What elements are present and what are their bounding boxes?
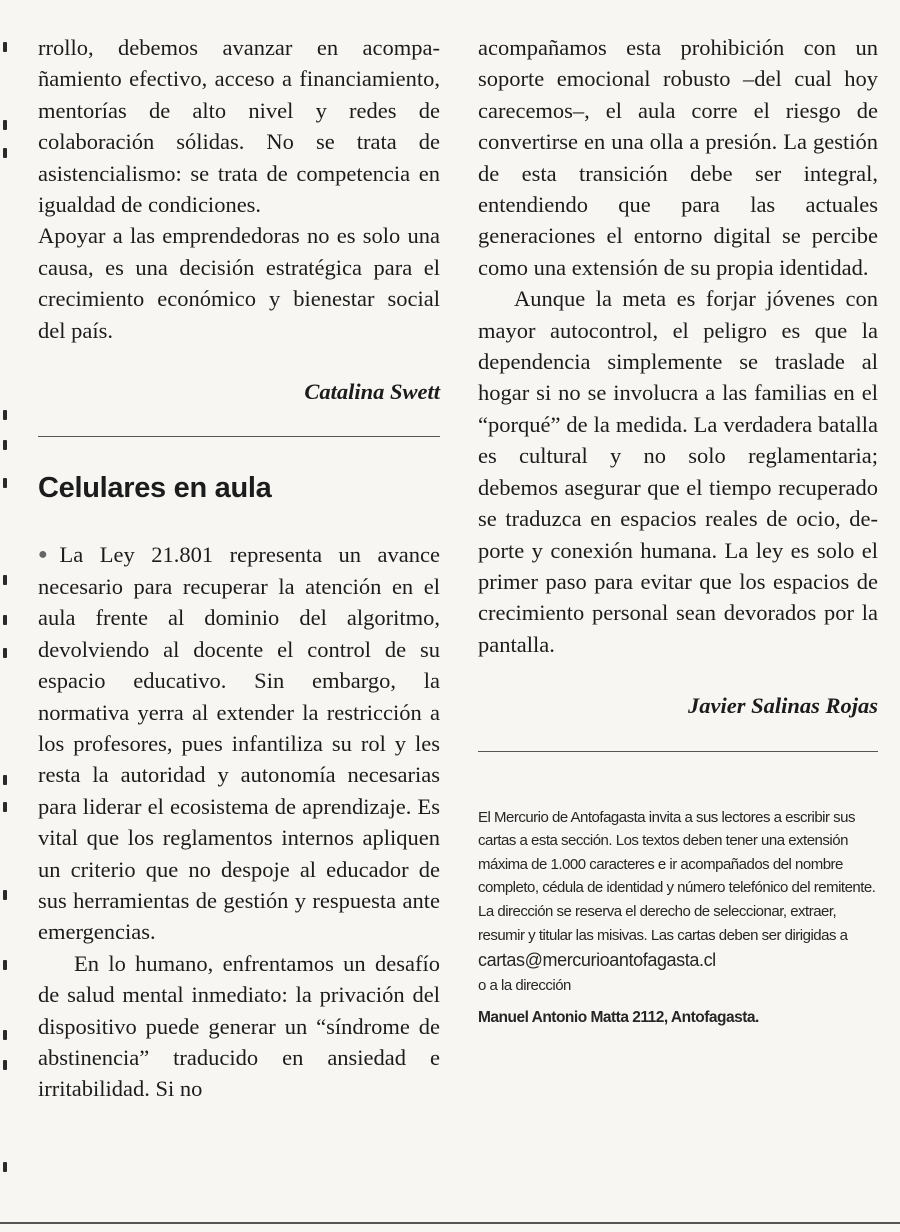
- submission-notice: [478, 806, 878, 1030]
- letter-divider: [38, 436, 440, 437]
- left-column: [38, 32, 440, 1105]
- letter2-author: Javier Salinas Rojas: [687, 693, 878, 719]
- letter1-author: Catalina Swett: [304, 379, 440, 405]
- notice-email: cartas@mercurioantofagasta.cl: [478, 950, 716, 971]
- letter2-heading: Celulares en aula: [38, 472, 272, 505]
- letter2-paragraph: [38, 539, 440, 947]
- page-bottom-rule: [0, 1222, 900, 1224]
- right-column: [478, 32, 878, 1029]
- letter1-paragraph: rrollo, debemos avanzar en acompañamiento efectivo, acceso a financiamiento, mentorías de alto nivel y redes de colaboración sólidas. No se trata de asistencialismo: se trata de competencia en igualdad de condiciones.: [38, 35, 440, 218]
- bullet-icon: ●: [38, 546, 59, 564]
- notice-address-intro: o a la dirección: [478, 977, 571, 995]
- notice-divider: [478, 751, 878, 752]
- letter2-paragraph-text: La Ley 21.801 representa un avance necesario para recuperar la atención en el aula frente al dominio del algoritmo, devolviendo al docente el control de su espacio educativo. Sin embargo, la normativa yerra al extender la restricción a los profesores, pues infantiliza su rol y les resta la autoridad y autonomía necesarias para liderar el ecosistema de aprendizaje. Es vital que los reglamentos internos apliquen un criterio que no despoje al educador de sus herramientas de gestión y respuesta ante emergencias.: [38, 542, 440, 945]
- letter2-continuation-paragraph: acompañamos esta prohibición con un soporte emocional robusto –del cual hoy carecemos–, el aula corre el riesgo de convertirse en una olla a presión. La gestión de esta transición debe ser integral, entendiendo que para las actuales generaciones el entorno digital se percibe como una extensión de su propia identidad.: [478, 35, 878, 280]
- letter2-continuation-paragraph: Aunque la meta es forjar jóvenes con mayor autocontrol, el peligro es que la dependencia simplemente se traslade al hogar si no se involucra a las familias en el “porqué” de la medida. La verdadera batalla es cultural y no solo reglamentaria; debemos asegurar que el tiempo recuperado se traduzca en espacios reales de ocio, deporte y conexión humana. La ley es solo el primer paso para evitar que los espacios de crecimiento personal sean devorados por la pantalla.: [478, 286, 878, 657]
- letter2-paragraph: En lo humano, enfrentamos un desafío de salud mental inmediato: la privación del dispositivo puede generar un “síndrome de abstinencia” traducido en ansiedad e irritabilidad. Si no: [38, 950, 440, 1102]
- notice-address: Manuel Antonio Matta 2112, Antofagasta.: [478, 1008, 759, 1026]
- notice-text: El Mercurio de Antofagasta invita a sus lectores a escribir sus cartas a esta sección. Los textos deben tener una extensión máxima de 1.000 caracteres e ir acompañados del nombre completo, cédula de identidad y número telefónico del remitente. La dirección se reserva el derecho de seleccionar, extraer, resumir y titular las misivas. Las cartas deben ser dirigidas a: [478, 808, 876, 944]
- adjacent-column-edge: [0, 30, 10, 1180]
- letter1-paragraph: Apoyar a las emprendedoras no es solo una causa, es una decisión estratégica para el crecimiento económico y bienestar social del país.: [38, 223, 440, 343]
